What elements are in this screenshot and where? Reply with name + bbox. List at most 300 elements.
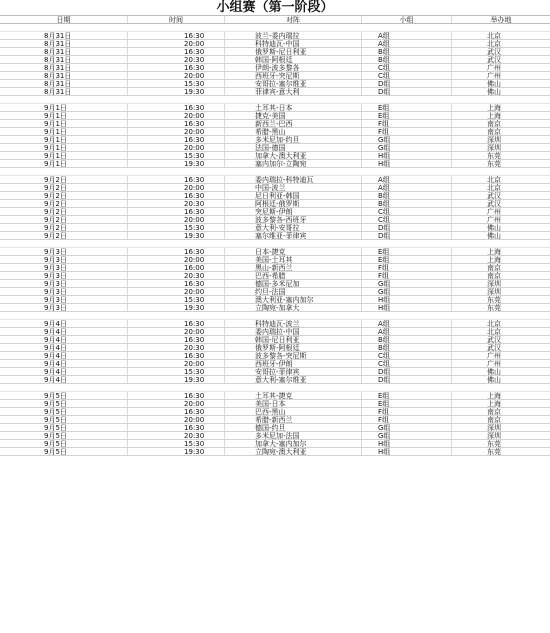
match-cell: 塞尔维亚-菲律宾 xyxy=(225,232,362,239)
venue-cell: 北京 xyxy=(487,320,501,327)
match-cell: 法国-德国 xyxy=(225,144,362,151)
group-cell: A组 xyxy=(362,320,452,327)
venue-cell: 武汉 xyxy=(487,336,501,343)
time-cell: 15:30 xyxy=(128,224,225,231)
match-cell: 日本-捷克 xyxy=(225,248,362,255)
header-venue: 举办地 xyxy=(490,16,512,23)
date-cell: 9月1日 xyxy=(0,136,128,143)
group-cell: D组 xyxy=(362,88,452,95)
date-cell: 9月4日 xyxy=(0,336,128,343)
time-cell: 16:30 xyxy=(128,136,225,143)
time-cell: 16:30 xyxy=(128,248,225,255)
time-cell: 16:30 xyxy=(128,192,225,199)
table-row xyxy=(0,128,550,136)
venue-cell: 上海 xyxy=(487,392,501,399)
table-row xyxy=(0,104,550,112)
table-row xyxy=(0,48,550,56)
date-cell: 9月2日 xyxy=(0,232,128,239)
time-cell: 16:30 xyxy=(128,48,225,55)
venue-cell: 广州 xyxy=(487,64,501,71)
venue-cell: 东莞 xyxy=(487,448,501,455)
venue-cell: 深圳 xyxy=(487,424,501,431)
venue-cell: 佛山 xyxy=(487,88,501,95)
match-cell: 委内瑞拉-中国 xyxy=(225,328,362,335)
date-cell: 9月2日 xyxy=(0,192,128,199)
venue-cell: 北京 xyxy=(487,176,501,183)
time-cell: 15:30 xyxy=(128,80,225,87)
date-cell: 8月31日 xyxy=(0,32,128,39)
match-cell: 希腊-黑山 xyxy=(225,128,362,135)
group-cell: F组 xyxy=(362,272,452,279)
time-cell: 20:30 xyxy=(128,56,225,63)
match-cell: 捷克-美国 xyxy=(225,112,362,119)
date-cell: 9月1日 xyxy=(0,128,128,135)
date-cell: 9月5日 xyxy=(0,400,128,407)
date-cell: 9月4日 xyxy=(0,352,128,359)
table-row xyxy=(0,136,550,144)
match-cell: 黑山-新西兰 xyxy=(225,264,362,271)
table-row xyxy=(0,376,550,384)
group-cell: H组 xyxy=(362,152,452,159)
table-row xyxy=(0,72,550,80)
time-cell: 16:30 xyxy=(128,408,225,415)
header-date: 日期 xyxy=(0,16,128,23)
table-row xyxy=(0,248,550,256)
date-cell: 9月5日 xyxy=(0,448,128,455)
group-cell: E组 xyxy=(362,248,452,255)
match-cell: 安哥拉-菲律宾 xyxy=(225,368,362,375)
time-cell: 19:30 xyxy=(128,232,225,239)
match-cell: 俄罗斯-尼日利亚 xyxy=(225,48,362,55)
match-cell: 立陶宛-澳大利亚 xyxy=(225,448,362,455)
date-cell: 9月3日 xyxy=(0,304,128,311)
match-cell: 美国-日本 xyxy=(225,400,362,407)
group-cell: A组 xyxy=(362,328,452,335)
group-cell: G组 xyxy=(362,288,452,295)
time-cell: 16:30 xyxy=(128,120,225,127)
match-cell: 西班牙-突尼斯 xyxy=(225,72,362,79)
date-cell: 9月3日 xyxy=(0,272,128,279)
date-cell: 9月2日 xyxy=(0,208,128,215)
time-cell: 20:00 xyxy=(128,400,225,407)
venue-cell: 武汉 xyxy=(487,344,501,351)
table-row xyxy=(0,56,550,64)
time-cell: 19:30 xyxy=(128,88,225,95)
time-cell: 20:00 xyxy=(128,256,225,263)
time-cell: 16:30 xyxy=(128,64,225,71)
group-cell: D组 xyxy=(362,80,452,87)
table-row xyxy=(0,224,550,232)
group-cell: E组 xyxy=(362,112,452,119)
time-cell: 20:00 xyxy=(128,360,225,367)
time-cell: 20:30 xyxy=(128,432,225,439)
time-cell: 15:30 xyxy=(128,296,225,303)
match-cell: 澳大利亚-塞内加尔 xyxy=(225,296,362,303)
time-cell: 20:00 xyxy=(128,416,225,423)
table-row xyxy=(0,264,550,272)
venue-cell: 东莞 xyxy=(487,152,501,159)
venue-cell: 南京 xyxy=(487,272,501,279)
group-cell: H组 xyxy=(362,304,452,311)
time-cell: 20:00 xyxy=(128,128,225,135)
match-cell: 塞内加尔-立陶宛 xyxy=(225,160,362,167)
match-cell: 科特迪瓦-波兰 xyxy=(225,320,362,327)
venue-cell: 南京 xyxy=(487,408,501,415)
venue-cell: 广州 xyxy=(487,216,501,223)
table-row xyxy=(0,432,550,440)
table-row xyxy=(0,424,550,432)
venue-cell: 广州 xyxy=(487,352,501,359)
time-cell: 19:30 xyxy=(128,304,225,311)
table-row xyxy=(0,360,550,368)
date-cell: 9月5日 xyxy=(0,424,128,431)
spacer-row xyxy=(0,384,550,392)
table-row xyxy=(0,80,550,88)
date-cell: 9月1日 xyxy=(0,120,128,127)
group-cell: A组 xyxy=(362,32,452,39)
time-cell: 20:00 xyxy=(128,184,225,191)
time-cell: 20:30 xyxy=(128,272,225,279)
table-row xyxy=(0,400,550,408)
time-cell: 20:00 xyxy=(128,328,225,335)
group-cell: F组 xyxy=(362,416,452,423)
date-cell: 8月31日 xyxy=(0,56,128,63)
time-cell: 20:00 xyxy=(128,216,225,223)
venue-cell: 北京 xyxy=(487,184,501,191)
table-row xyxy=(0,416,550,424)
group-cell: A组 xyxy=(362,184,452,191)
time-cell: 20:30 xyxy=(128,200,225,207)
time-cell: 20:00 xyxy=(128,112,225,119)
venue-cell: 东莞 xyxy=(487,440,501,447)
time-cell: 20:30 xyxy=(128,344,225,351)
time-cell: 16:00 xyxy=(128,264,225,271)
date-cell: 9月3日 xyxy=(0,280,128,287)
group-cell: A组 xyxy=(362,40,452,47)
table-row xyxy=(0,288,550,296)
table-row xyxy=(0,304,550,312)
time-cell: 16:30 xyxy=(128,424,225,431)
group-cell: H组 xyxy=(362,440,452,447)
spacer-row xyxy=(0,24,550,32)
group-cell: B组 xyxy=(362,336,452,343)
match-cell: 多米尼加-法国 xyxy=(225,432,362,439)
date-cell: 9月4日 xyxy=(0,368,128,375)
venue-cell: 北京 xyxy=(487,328,501,335)
group-cell: C组 xyxy=(362,72,452,79)
venue-cell: 广州 xyxy=(487,360,501,367)
match-cell: 韩国-阿根廷 xyxy=(225,56,362,63)
time-cell: 19:30 xyxy=(128,448,225,455)
group-cell: D组 xyxy=(362,232,452,239)
header-row xyxy=(0,16,550,24)
table-row xyxy=(0,320,550,328)
date-cell: 9月1日 xyxy=(0,152,128,159)
date-cell: 8月31日 xyxy=(0,64,128,71)
match-cell: 尼日利亚-韩国 xyxy=(225,192,362,199)
match-cell: 多米尼加-约旦 xyxy=(225,136,362,143)
date-cell: 9月3日 xyxy=(0,296,128,303)
time-cell: 15:30 xyxy=(128,152,225,159)
venue-cell: 东莞 xyxy=(487,304,501,311)
table-row xyxy=(0,280,550,288)
table-row xyxy=(0,144,550,152)
date-cell: 9月2日 xyxy=(0,176,128,183)
group-cell: E组 xyxy=(362,256,452,263)
table-row xyxy=(0,152,550,160)
group-cell: D组 xyxy=(362,224,452,231)
spacer-row xyxy=(0,168,550,176)
match-cell: 委内瑞拉-科特迪瓦 xyxy=(225,176,362,183)
table-row xyxy=(0,272,550,280)
table-row xyxy=(0,192,550,200)
header-group: 小组 xyxy=(362,16,452,23)
venue-cell: 广州 xyxy=(487,72,501,79)
table-row xyxy=(0,160,550,168)
match-cell: 土耳其-日本 xyxy=(225,104,362,111)
group-cell: B组 xyxy=(362,200,452,207)
table-row xyxy=(0,120,550,128)
venue-cell: 南京 xyxy=(487,264,501,271)
date-cell: 9月3日 xyxy=(0,288,128,295)
time-cell: 16:30 xyxy=(128,104,225,111)
time-cell: 16:30 xyxy=(128,32,225,39)
date-cell: 9月2日 xyxy=(0,184,128,191)
date-cell: 8月31日 xyxy=(0,72,128,79)
time-cell: 16:30 xyxy=(128,352,225,359)
venue-cell: 南京 xyxy=(487,128,501,135)
time-cell: 20:00 xyxy=(128,144,225,151)
match-cell: 韩国-尼日利亚 xyxy=(225,336,362,343)
date-cell: 9月5日 xyxy=(0,408,128,415)
venue-cell: 上海 xyxy=(487,400,501,407)
header-match: 对阵 xyxy=(225,16,362,23)
venue-cell: 广州 xyxy=(487,208,501,215)
table-row xyxy=(0,336,550,344)
time-cell: 16:30 xyxy=(128,320,225,327)
date-cell: 9月5日 xyxy=(0,416,128,423)
date-cell: 9月3日 xyxy=(0,256,128,263)
table-row xyxy=(0,256,550,264)
time-cell: 15:30 xyxy=(128,440,225,447)
match-cell: 中国-波兰 xyxy=(225,184,362,191)
table-row xyxy=(0,392,550,400)
venue-cell: 深圳 xyxy=(487,288,501,295)
time-cell: 16:30 xyxy=(128,208,225,215)
table-row xyxy=(0,200,550,208)
table-row xyxy=(0,328,550,336)
table-row xyxy=(0,112,550,120)
table-row xyxy=(0,88,550,96)
venue-cell: 上海 xyxy=(487,248,501,255)
table-row xyxy=(0,408,550,416)
match-cell: 意大利-安哥拉 xyxy=(225,224,362,231)
time-cell: 20:00 xyxy=(128,72,225,79)
group-cell: C组 xyxy=(362,208,452,215)
venue-cell: 上海 xyxy=(487,104,501,111)
date-cell: 8月31日 xyxy=(0,40,128,47)
date-cell: 9月4日 xyxy=(0,344,128,351)
match-cell: 德国-约旦 xyxy=(225,424,362,431)
venue-cell: 深圳 xyxy=(487,280,501,287)
match-cell: 菲律宾-意大利 xyxy=(225,88,362,95)
venue-cell: 东莞 xyxy=(487,160,501,167)
date-cell: 9月3日 xyxy=(0,264,128,271)
spacer-row xyxy=(0,312,550,320)
table-row xyxy=(0,440,550,448)
group-cell: G组 xyxy=(362,136,452,143)
match-cell: 波兰-委内瑞拉 xyxy=(225,32,362,39)
date-cell: 9月2日 xyxy=(0,224,128,231)
time-cell: 19:30 xyxy=(128,376,225,383)
table-row xyxy=(0,368,550,376)
group-cell: G组 xyxy=(362,432,452,439)
group-cell: G组 xyxy=(362,280,452,287)
table-row xyxy=(0,40,550,48)
match-cell: 加拿大-澳大利亚 xyxy=(225,152,362,159)
match-cell: 西班牙-伊朗 xyxy=(225,360,362,367)
time-cell: 16:30 xyxy=(128,392,225,399)
group-cell: B组 xyxy=(362,344,452,351)
match-cell: 美国-土耳其 xyxy=(225,256,362,263)
time-cell: 20:00 xyxy=(128,288,225,295)
date-cell: 9月1日 xyxy=(0,160,128,167)
date-cell: 9月1日 xyxy=(0,112,128,119)
date-cell: 9月3日 xyxy=(0,248,128,255)
venue-cell: 深圳 xyxy=(487,432,501,439)
group-cell: F组 xyxy=(362,120,452,127)
date-cell: 9月1日 xyxy=(0,144,128,151)
match-cell: 安哥拉-塞尔维亚 xyxy=(225,80,362,87)
date-cell: 9月5日 xyxy=(0,440,128,447)
match-cell: 伊朗-波多黎各 xyxy=(225,64,362,71)
group-cell: H组 xyxy=(362,448,452,455)
group-cell: C组 xyxy=(362,360,452,367)
table-row xyxy=(0,32,550,40)
venue-cell: 佛山 xyxy=(487,368,501,375)
time-cell: 16:30 xyxy=(128,280,225,287)
group-cell: F组 xyxy=(362,128,452,135)
date-cell: 9月4日 xyxy=(0,320,128,327)
group-cell: E组 xyxy=(362,104,452,111)
venue-cell: 武汉 xyxy=(487,48,501,55)
table-row xyxy=(0,64,550,72)
match-cell: 意大利-塞尔维亚 xyxy=(225,376,362,383)
venue-cell: 佛山 xyxy=(487,232,501,239)
group-cell: B组 xyxy=(362,192,452,199)
match-cell: 加拿大-塞内加尔 xyxy=(225,440,362,447)
match-cell: 俄罗斯-阿根廷 xyxy=(225,344,362,351)
group-cell: B组 xyxy=(362,56,452,63)
date-cell: 9月1日 xyxy=(0,104,128,111)
date-cell: 9月4日 xyxy=(0,360,128,367)
match-cell: 巴西-黑山 xyxy=(225,408,362,415)
match-cell: 希腊-新西兰 xyxy=(225,416,362,423)
venue-cell: 佛山 xyxy=(487,376,501,383)
match-cell: 德国-多米尼加 xyxy=(225,280,362,287)
venue-cell: 上海 xyxy=(487,112,501,119)
group-cell: H组 xyxy=(362,160,452,167)
spacer-row xyxy=(0,240,550,248)
venue-cell: 南京 xyxy=(487,120,501,127)
time-cell: 20:00 xyxy=(128,40,225,47)
venue-cell: 深圳 xyxy=(487,144,501,151)
venue-cell: 佛山 xyxy=(487,224,501,231)
match-cell: 突尼斯-伊朗 xyxy=(225,208,362,215)
match-cell: 立陶宛-加拿大 xyxy=(225,304,362,311)
venue-cell: 武汉 xyxy=(487,192,501,199)
date-cell: 9月4日 xyxy=(0,328,128,335)
schedule-body xyxy=(0,24,550,456)
time-cell: 19:30 xyxy=(128,160,225,167)
table-row xyxy=(0,216,550,224)
group-cell: F组 xyxy=(362,408,452,415)
group-cell: D组 xyxy=(362,368,452,375)
venue-cell: 武汉 xyxy=(487,200,501,207)
match-cell: 约旦-法国 xyxy=(225,288,362,295)
venue-cell: 深圳 xyxy=(487,136,501,143)
match-cell: 阿根廷-俄罗斯 xyxy=(225,200,362,207)
match-cell: 土耳其-捷克 xyxy=(225,392,362,399)
time-cell: 15:30 xyxy=(128,368,225,375)
group-cell: H组 xyxy=(362,296,452,303)
group-cell: D组 xyxy=(362,376,452,383)
date-cell: 9月4日 xyxy=(0,376,128,383)
group-cell: F组 xyxy=(362,264,452,271)
group-cell: A组 xyxy=(362,176,452,183)
group-cell: G组 xyxy=(362,144,452,151)
group-cell: B组 xyxy=(362,48,452,55)
match-cell: 波多黎各-西班牙 xyxy=(225,216,362,223)
venue-cell: 北京 xyxy=(487,32,501,39)
date-cell: 9月2日 xyxy=(0,200,128,207)
table-row xyxy=(0,232,550,240)
table-row xyxy=(0,448,550,456)
date-cell: 8月31日 xyxy=(0,80,128,87)
spacer-row xyxy=(0,96,550,104)
group-cell: G组 xyxy=(362,424,452,431)
table-row xyxy=(0,184,550,192)
venue-cell: 武汉 xyxy=(487,56,501,63)
venue-cell: 佛山 xyxy=(487,80,501,87)
time-cell: 16:30 xyxy=(128,336,225,343)
group-cell: C组 xyxy=(362,216,452,223)
date-cell: 9月2日 xyxy=(0,216,128,223)
group-cell: E组 xyxy=(362,392,452,399)
date-cell: 9月5日 xyxy=(0,432,128,439)
match-cell: 新西兰-巴西 xyxy=(225,120,362,127)
table-row xyxy=(0,208,550,216)
table-row xyxy=(0,296,550,304)
table-row xyxy=(0,176,550,184)
venue-cell: 上海 xyxy=(487,256,501,263)
match-cell: 科特迪瓦-中国 xyxy=(225,40,362,47)
table-row xyxy=(0,344,550,352)
venue-cell: 东莞 xyxy=(487,296,501,303)
page-title: 小组赛（第一阶段） xyxy=(0,0,550,16)
venue-cell: 北京 xyxy=(487,40,501,47)
time-cell: 16:30 xyxy=(128,176,225,183)
table-row xyxy=(0,352,550,360)
match-cell: 波多黎各-突尼斯 xyxy=(225,352,362,359)
group-cell: C组 xyxy=(362,352,452,359)
group-cell: C组 xyxy=(362,64,452,71)
date-cell: 8月31日 xyxy=(0,88,128,95)
venue-cell: 南京 xyxy=(487,416,501,423)
match-cell: 巴西-希腊 xyxy=(225,272,362,279)
date-cell: 8月31日 xyxy=(0,48,128,55)
group-cell: E组 xyxy=(362,400,452,407)
